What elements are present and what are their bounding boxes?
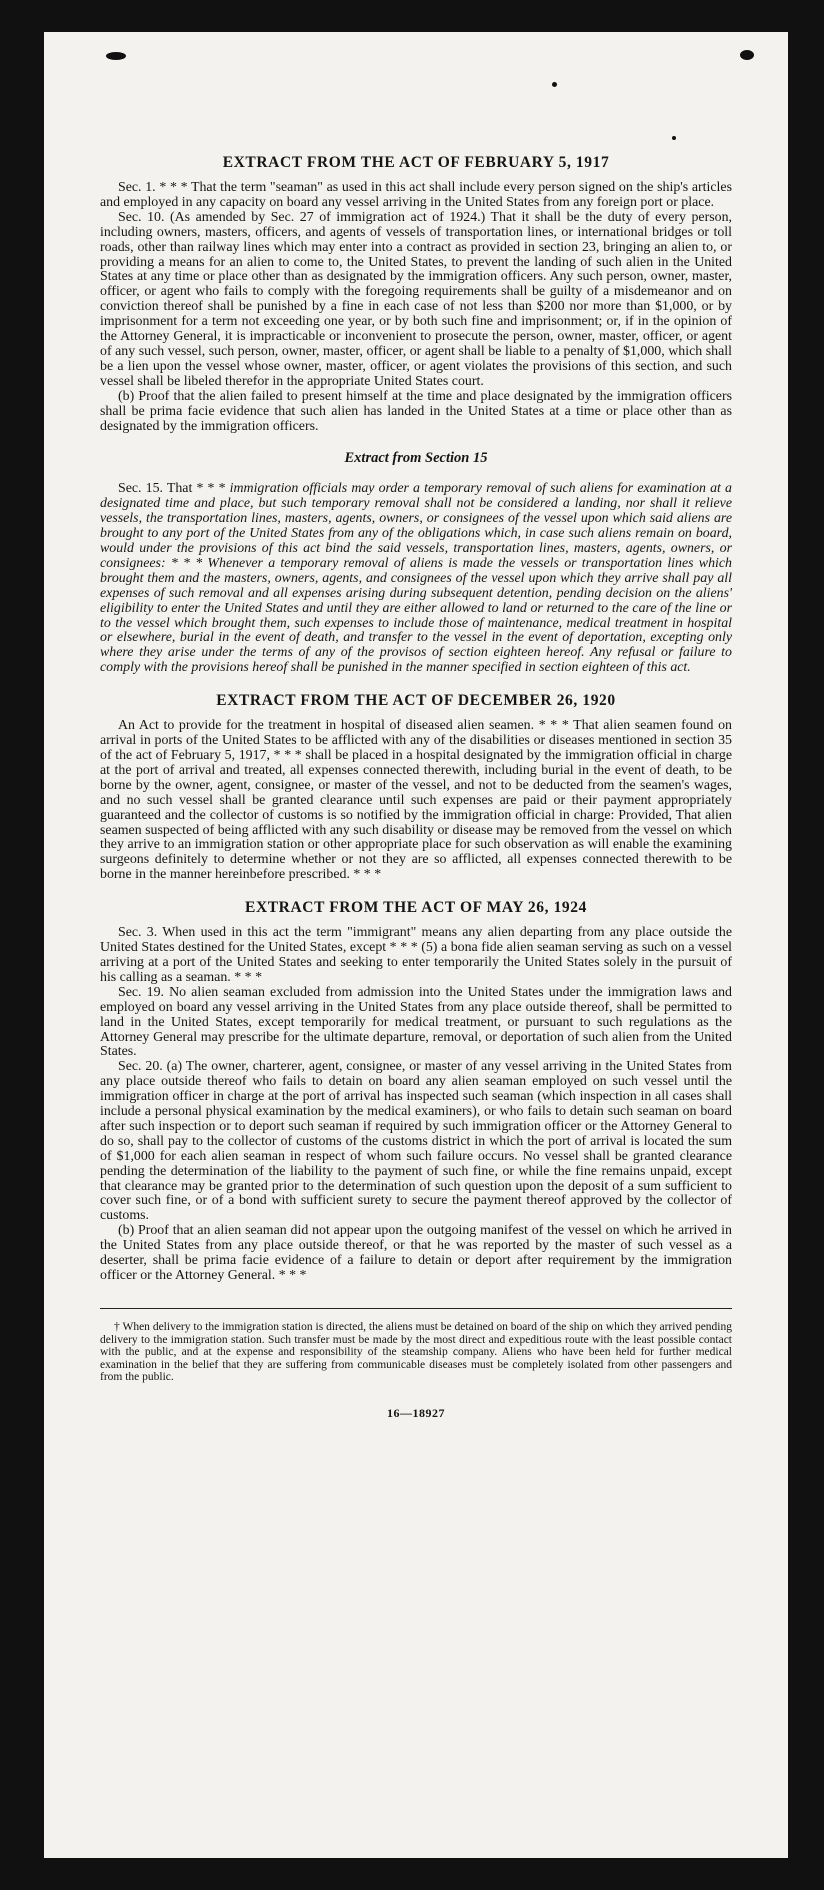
scan-speck	[672, 136, 676, 140]
section-heading: EXTRACT FROM THE ACT OF MAY 26, 1924	[245, 899, 587, 917]
document-page	[44, 32, 788, 1858]
scan-speck	[740, 50, 754, 60]
paragraph: (b) Proof that the alien failed to present himself at the time and place designated by the immigration officers shall be prima facie evidence that such alien has landed in the United States at a time or place other than as designated by the immigration officers.	[100, 388, 732, 434]
section-act-1924	[100, 899, 732, 1284]
scan-speck	[552, 82, 557, 87]
paragraph: Sec. 1. * * * That the term "seaman" as used in this act shall include every person signed on the ship's articles and employed in any capacity on board any vessel arriving in the United States from any foreign port or place.	[100, 180, 732, 210]
footnote-text: † When delivery to the immigration station is directed, the aliens must be detained on board of the ship on which they arrived pending delivery to the immigration station. Such transfer must be made by the most direct and expeditious route with the least possible contact with the public, and at the expense and responsibility of the steamship company. Aliens who have been held for further medical examination in the belief that they are suffering from communicable diseases must be completely isolated from other passengers and from the public.	[100, 1320, 732, 1384]
section-heading: EXTRACT FROM THE ACT OF DECEMBER 26, 1920	[216, 692, 616, 710]
paragraph: Sec. 20. (a) The owner, charterer, agent, consignee, or master of any vessel arriving in the United States from any place outside thereof who fails to detain on board any alien seaman employed on such vessel until the immigration officer in charge at the port of arrival has inspected such seaman (which inspection in all cases shall include a personal physical examination by the medical examiners), or who fails to detain such seaman on board after such inspection or to deport such seaman if required by such immigration officer or the Attorney General to do so, shall pay to the collector of customs of the customs district in which the port of arrival is located the sum of $1,000 for each alien seaman in respect of whom such failure occurs. No vessel shall be granted clearance pending the determination of the liability to the payment of such fine, or while the fine remains unpaid, except that clearance may be granted prior to the determination of such question upon the deposit of a sum sufficient to cover such fine, or of a bond with sufficient surety to secure the payment thereof approved by the collector of customs.	[100, 1059, 732, 1224]
section-heading: Extract from Section 15	[344, 450, 488, 467]
section-heading: EXTRACT FROM THE ACT OF FEBRUARY 5, 1917	[222, 154, 610, 171]
section-15-extract	[100, 450, 732, 676]
paragraph: An Act to provide for the treatment in hospital of diseased alien seamen. * * * That alien seamen found on arrival in ports of the United States to be afflicted with any of the disabilities or diseases mentioned in section 35 of the act of February 5, 1917, * * * shall be placed in a hospital designated by the immigration official in charge at the port of arrival and treated, all expenses connected therewith, including burial in the event of death, to be borne by the owner, agent, consignee, or master of the vessel, and not to be deducted from the seamen's wages, and no such vessel shall be granted clearance until such expenses are paid or their payment appropriately guaranteed and the collector of customs is so notified by the immigration official in charge: Provided, That alien seamen suspected of being afflicted with any such disability or disease may be removed from the vessel on which they arrive to an immigration station or other appropriate place for such observation as will enable the examining surgeons definitely to determine whether or not they are so afflicted, all expenses connected therewith to be borne in the manner hereinbefore prescribed. * * *	[100, 718, 732, 883]
section-body: immigration officials may order a temporary removal of such aliens for examination at a designated time and place, but such temporary removal shall not be considered a landing, nor shall it relieve vessels, the transportation lines, masters, agents, owners, or consignees of the vessel upon which said aliens are brought to any port of the United States from any of the obligations which, in case such aliens remain on board, would under the provisions of this act bind the said vessels, transportation lines, masters, agents, owners, or consignees: * * * Whenever a temporary removal of aliens is made the vessels or transportation lines which brought them and the masters, owners, agents, and consignees of the vessel upon which they arrive shall pay all expenses of such removal and all expenses arising during subsequent detention, pending decision on the aliens' eligibility to enter the United States and until they are either allowed to land or returned to the care of the line or to the vessel which brought them, such expenses to include those of maintenance, medical treatment in hospital or elsewhere, burial in the event of death, and transfer to the vessel in the event of deportation, excepting only where they arise under the terms of any of the provisos of section eighteen hereof. Any refusal or failure to comply with the provisions hereof shall be punished in the manner specified in section eighteen of this act.	[100, 481, 732, 676]
paragraph: Sec. 10. (As amended by Sec. 27 of immigration act of 1924.) That it shall be the duty of every person, including owners, masters, officers, and agents of vessels of transportation lines, or international bridges or toll roads, other than railway lines which may enter into a contract as provided in section 23, bringing an alien to, or providing a means for an alien to come to, the United States, to prevent the landing of such alien in the United States at any time or place other than as designated by the immigration officers. Any such person, owner, master, officer, or agent who fails to comply with the foregoing requirements shall be guilty of a misdemeanor and on conviction thereof shall be punished by a fine in each case of not less than $200 nor more than $1,000, or by imprisonment for a term not exceeding one year, or by both such fine and imprisonment; or, if in the opinion of the Attorney General, it is impracticable or inconvenient to prosecute the person, owner, master, officer, or agent of any such vessel, such person, owner, master, officer, or agent shall be liable to a penalty of $1,000, which shall be a lien upon the vessel whose owner, master, officer, or agent violates the provisions of this section, and such vessel shall be libeled therefor in the appropriate United States court.	[100, 209, 732, 389]
section-act-1917	[100, 154, 732, 434]
paragraph: Sec. 3. When used in this act the term "immigrant" means any alien departing from any place outside the United States destined for the United States, except * * * (5) a bona fide alien seaman serving as such on a vessel arriving at a port of the United States and seeking to enter temporarily the United States solely in the pursuit of his calling as a seaman. * * *	[100, 925, 732, 985]
paragraph: (b) Proof that an alien seaman did not appear upon the outgoing manifest of the vessel on which he arrived in the United States from any place outside thereof, or that he was reported by the master of such vessel as a deserter, shall be prima facie evidence of a failure to detain or deport after requirement by the immigration officer or the Attorney General. * * *	[100, 1223, 732, 1283]
section-lead: Sec. 15. That * * *	[118, 481, 226, 497]
footnote-divider	[100, 1308, 732, 1309]
document-body	[100, 154, 732, 1421]
paragraph	[100, 482, 732, 676]
footnote	[100, 1321, 732, 1384]
page-number: 16—18927	[387, 1405, 445, 1420]
scan-speck	[106, 52, 126, 60]
paragraph: Sec. 19. No alien seaman excluded from admission into the United States under the immigration laws and employed on board any vessel arriving in the United States from any place outside thereof, shall be permitted to land in the United States, except temporarily for medical treatment, or pursuant to such regulations as the Attorney General may prescribe for the ultimate departure, removal, or deportation of such alien from the United States.	[100, 984, 732, 1060]
section-act-1920	[100, 692, 732, 883]
